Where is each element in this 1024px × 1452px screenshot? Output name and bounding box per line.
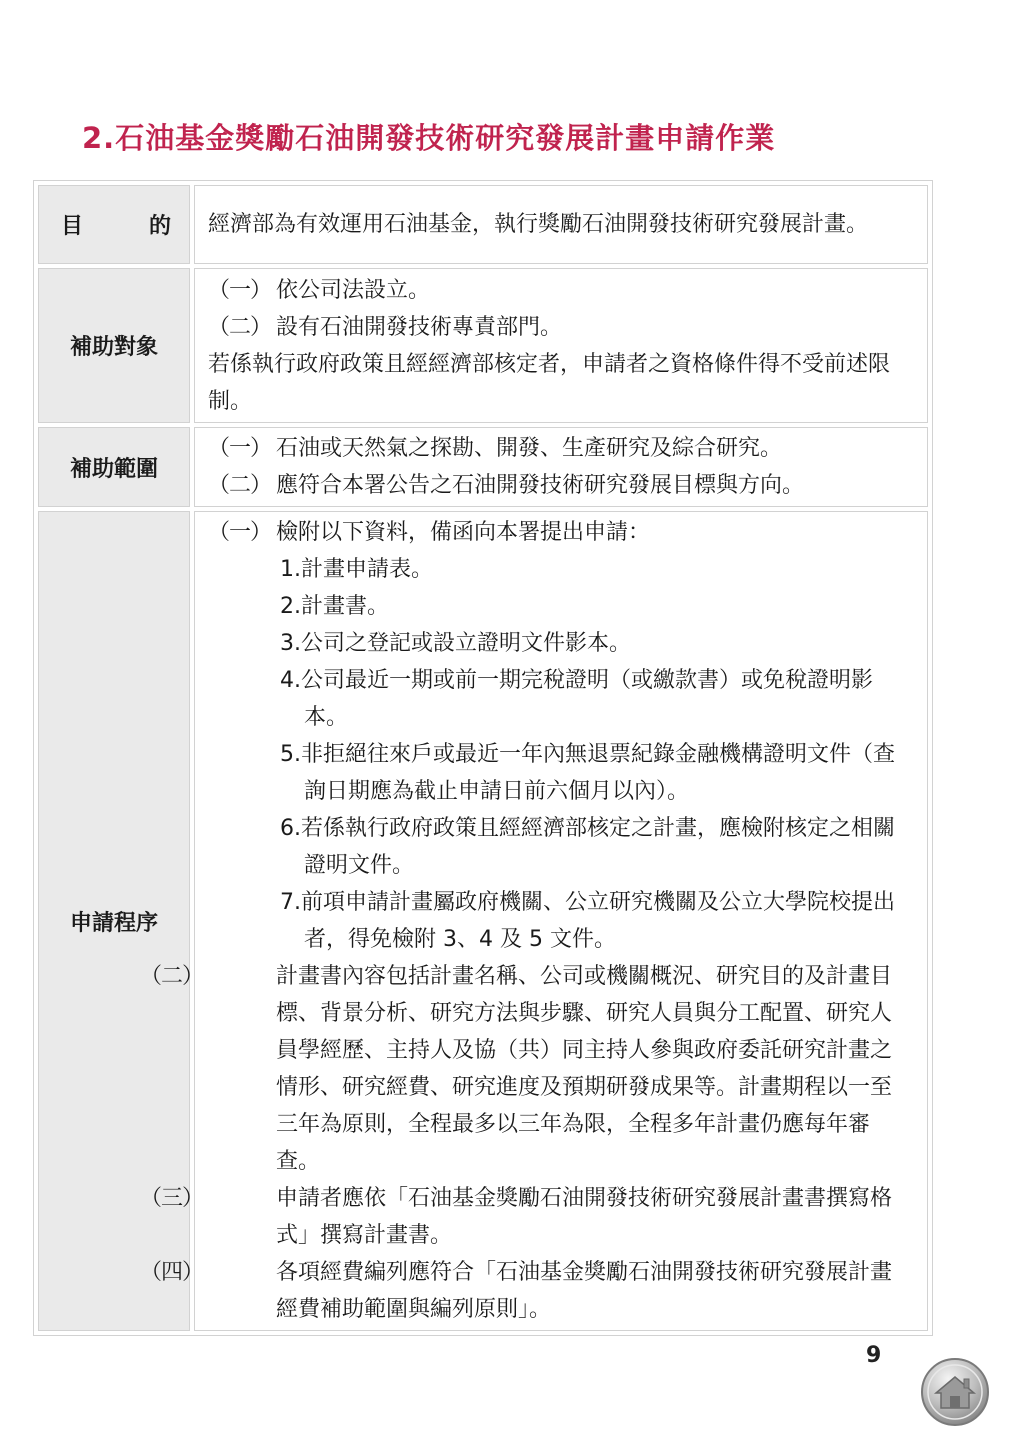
content-eligibility — [194, 268, 928, 423]
list-item: （二） 計畫書內容包括計畫名稱、公司或機關概況、研究目的及計畫目標、背景分析、研究方法與步驟、研究人員與分工配置、研究人員學經歷、主持人及協（共）同主持人參與政府委託研究計畫之情形、研究經費、研究進度及預期研發成果等。計畫期程以一至三年為原則，全程最多以三年為限，全程多年計畫仍應每年審查。 — [140, 964, 893, 1174]
list-item: （一） 依公司法設立。 — [208, 277, 431, 303]
table-row-eligibility — [38, 268, 928, 423]
page-number: 9 — [866, 1343, 882, 1368]
list-item: （二） 應符合本署公告之石油開發技術研究發展目標與方向。 — [208, 473, 805, 498]
page-title: 2.石油基金獎勵石油開發技術研究發展計畫申請作業 — [82, 121, 776, 155]
sub-item: 2.計畫書。 — [280, 594, 389, 619]
list-item: （三） 申請者應依「石油基金獎勵石油開發技術研究發展計畫書撰寫格式」撰寫計畫書。 — [140, 1186, 893, 1248]
label-purpose-right: 的 — [148, 214, 171, 239]
list-item: （一） 石油或天然氣之探勘、開發、生產研究及綜合研究。 — [208, 436, 783, 461]
content-procedure — [140, 511, 928, 1331]
list-item: （一） 檢附以下資料，備函向本署提出申請： — [208, 520, 651, 545]
sub-item: 3.公司之登記或設立證明文件影本。 — [280, 631, 631, 656]
label-procedure: 申請程序 — [38, 511, 190, 1331]
home-button[interactable] — [920, 1357, 990, 1427]
list-item: （二） 設有石油開發技術專責部門。 — [208, 314, 563, 340]
sub-item: 4.公司最近一期或前一期完稅證明（或繳款書）或免稅證明影本。 — [280, 668, 873, 730]
table-row-procedure — [38, 511, 928, 1331]
table-row-scope — [38, 427, 928, 507]
sub-item: 5.非拒絕往來戶或最近一年內無退票紀錄金融機構證明文件（查詢日期應為截止申請日前六個月以內）。 — [280, 742, 895, 804]
label-scope: 補助範圍 — [38, 427, 190, 507]
application-table — [33, 180, 933, 1336]
eligibility-note: 若係執行政府政策且經經濟部核定者，申請者之資格條件得不受前述限制。 — [208, 351, 891, 414]
list-item: （四） 各項經費編列應符合「石油基金獎勵石油開發技術研究發展計畫經費補助範圍與編列原則」。 — [140, 1260, 893, 1322]
label-purpose-left: 目 — [61, 214, 84, 239]
home-icon[interactable] — [920, 1357, 990, 1427]
label-eligibility: 補助對象 — [38, 268, 190, 423]
sub-item: 6.若係執行政府政策且經經濟部核定之計畫，應檢附核定之相關證明文件。 — [280, 816, 895, 878]
sub-item: 1.計畫申請表。 — [280, 557, 433, 582]
label-purpose — [38, 185, 190, 264]
sub-item: 7.前項申請計畫屬政府機關、公立研究機關及公立大學院校提出者，得免檢附 3、4 及 5 文件。 — [280, 890, 895, 952]
content-purpose — [194, 185, 928, 264]
table-row-purpose — [38, 185, 928, 264]
content-scope — [194, 427, 928, 507]
purpose-text: 經濟部為有效運用石油基金，執行獎勵石油開發技術研究發展計畫。 — [208, 212, 869, 237]
